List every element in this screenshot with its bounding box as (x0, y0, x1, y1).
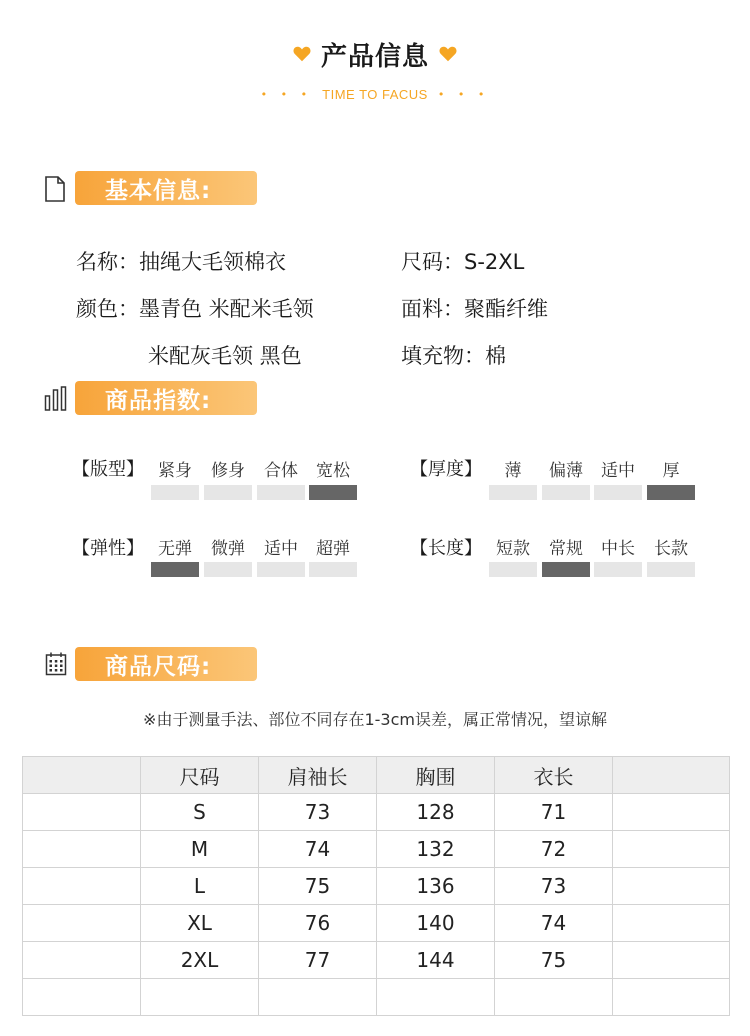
table-cell (23, 979, 141, 1016)
table-cell: 136 (377, 868, 495, 905)
index-label-fit: 【版型】 (72, 459, 144, 480)
page-subtitle-row (0, 84, 750, 104)
table-cell: 2XL (141, 942, 259, 979)
table-row (23, 868, 730, 905)
info-filling: 填充物：棉 (401, 344, 506, 368)
index-option: 合体 (264, 461, 298, 481)
table-cell (23, 831, 141, 868)
index-option: 厚 (662, 461, 680, 481)
table-cell (141, 979, 259, 1016)
bar-chart-icon (44, 386, 68, 412)
index-bar (204, 562, 252, 577)
table-cell (613, 868, 730, 905)
index-option: 适中 (601, 461, 635, 481)
index-label-length: 【长度】 (410, 538, 482, 559)
table-cell: 75 (495, 942, 613, 979)
table-cell (259, 979, 377, 1016)
index-bar (204, 485, 252, 500)
table-row (23, 979, 730, 1016)
index-bar (309, 562, 357, 577)
table-cell: 72 (495, 831, 613, 868)
table-row (23, 905, 730, 942)
info-color-continued: 米配灰毛领 黑色 (148, 344, 302, 368)
index-bar (257, 485, 305, 500)
section-heading-basic-info: 基本信息: (75, 171, 257, 205)
table-cell (23, 942, 141, 979)
index-option: 适中 (264, 539, 298, 559)
page-header (0, 34, 750, 74)
info-name: 名称：抽绳大毛领棉衣 (76, 250, 286, 274)
document-icon (44, 176, 66, 202)
measurement-note: ※由于测量手法、部位不同存在1-3cm误差，属正常情况，望谅解 (143, 710, 607, 729)
table-cell: 75 (259, 868, 377, 905)
table-cell: 128 (377, 794, 495, 831)
index-label-elasticity: 【弹性】 (72, 538, 144, 559)
index-bar (257, 562, 305, 577)
index-option: 宽松 (316, 461, 350, 481)
index-bar (594, 562, 642, 577)
index-bar (647, 562, 695, 577)
table-header-row (23, 757, 730, 794)
table-cell (613, 905, 730, 942)
column-header: 肩袖长 (259, 757, 377, 794)
table-cell (613, 942, 730, 979)
page-subtitle: TIME TO FACUS (322, 86, 428, 102)
calendar-icon (45, 652, 67, 676)
table-cell (613, 979, 730, 1016)
dots-decoration: • • • (437, 87, 490, 101)
column-header: 衣长 (495, 757, 613, 794)
index-bar (594, 485, 642, 500)
index-option: 薄 (504, 461, 522, 481)
info-fabric: 面料：聚酯纤维 (401, 297, 548, 321)
table-cell (613, 831, 730, 868)
index-option: 无弹 (158, 539, 192, 559)
column-header: 胸围 (377, 757, 495, 794)
index-option: 微弹 (211, 539, 245, 559)
index-option: 短款 (496, 539, 530, 559)
table-cell: S (141, 794, 259, 831)
index-bar (647, 485, 695, 500)
index-option: 紧身 (158, 461, 192, 481)
table-row (23, 831, 730, 868)
table-cell: 77 (259, 942, 377, 979)
table-cell: 74 (259, 831, 377, 868)
table-cell: XL (141, 905, 259, 942)
table-cell (23, 905, 141, 942)
table-cell: 71 (495, 794, 613, 831)
table-cell (613, 794, 730, 831)
index-bar (489, 485, 537, 500)
table-cell: 74 (495, 905, 613, 942)
column-header: 尺码 (141, 757, 259, 794)
index-option: 偏薄 (549, 461, 583, 481)
index-bar (542, 485, 590, 500)
index-option: 常规 (549, 539, 583, 559)
info-size: 尺码：S-2XL (401, 250, 525, 274)
table-row (23, 794, 730, 831)
index-label-thickness: 【厚度】 (410, 459, 482, 480)
index-bar (309, 485, 357, 500)
index-bar (542, 562, 590, 577)
column-header (613, 757, 730, 794)
table-cell (23, 868, 141, 905)
index-option: 长款 (654, 539, 688, 559)
table-cell: L (141, 868, 259, 905)
heart-icon (439, 45, 457, 63)
table-cell: 144 (377, 942, 495, 979)
page-title: 产品信息 (320, 41, 429, 72)
table-cell: 73 (495, 868, 613, 905)
table-cell: 132 (377, 831, 495, 868)
heart-icon (293, 45, 311, 63)
section-heading-size-chart: 商品尺码: (75, 647, 257, 681)
index-bar (489, 562, 537, 577)
table-cell: 140 (377, 905, 495, 942)
table-cell: 73 (259, 794, 377, 831)
index-option: 中长 (601, 539, 635, 559)
table-cell: M (141, 831, 259, 868)
dots-decoration: • • • (260, 87, 313, 101)
index-option: 修身 (211, 461, 245, 481)
index-bar (151, 485, 199, 500)
table-cell (23, 794, 141, 831)
table-cell: 76 (259, 905, 377, 942)
size-table (22, 756, 730, 1016)
index-bar (151, 562, 199, 577)
index-option: 超弹 (316, 539, 350, 559)
info-color: 颜色：墨青色 米配米毛领 (76, 297, 314, 321)
table-cell (495, 979, 613, 1016)
table-cell (377, 979, 495, 1016)
section-heading-product-index: 商品指数: (75, 381, 257, 415)
table-row (23, 942, 730, 979)
column-header (23, 757, 141, 794)
